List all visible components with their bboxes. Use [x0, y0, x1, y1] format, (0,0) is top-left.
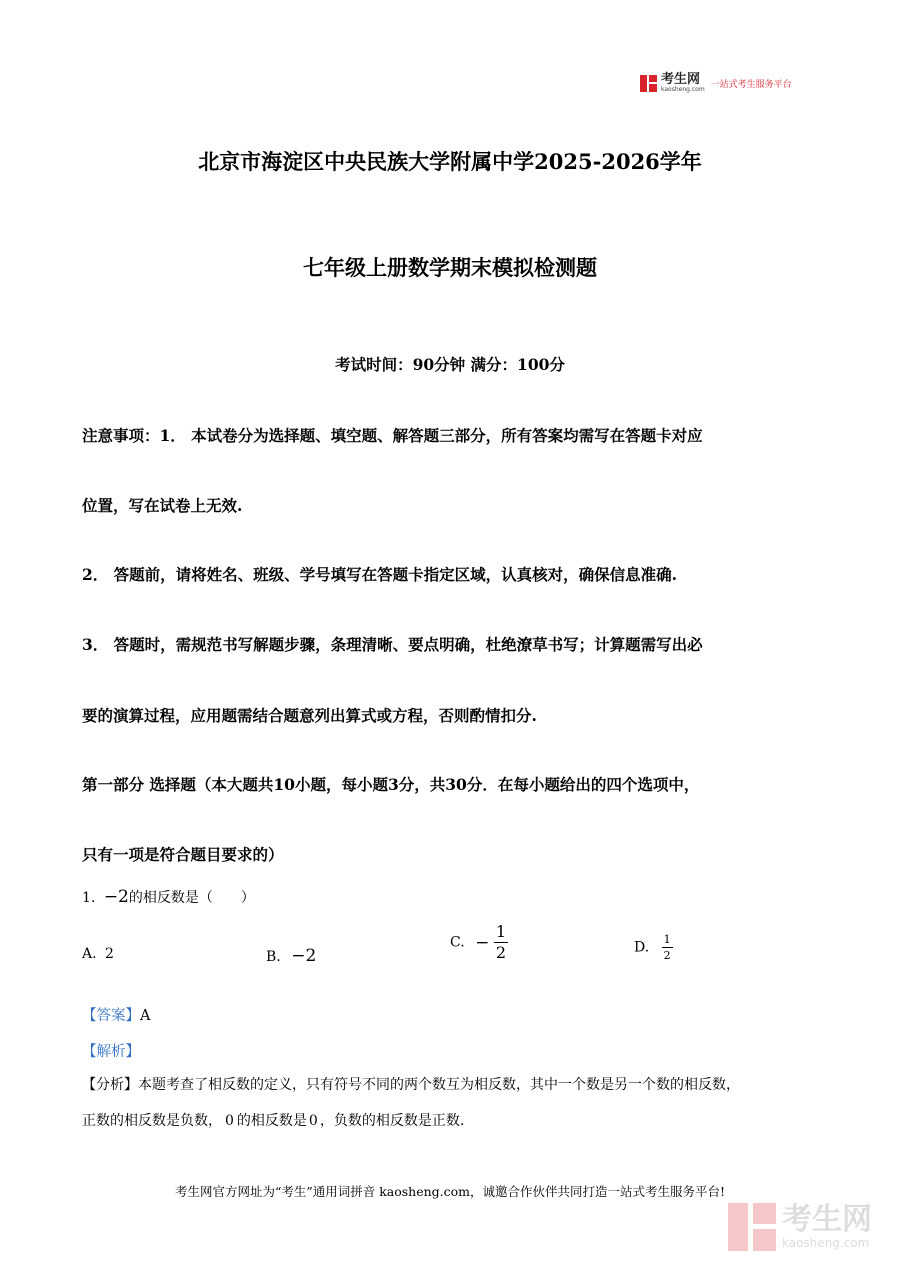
watermark-logo [728, 1203, 872, 1251]
notice-line-2: 位置，写在试卷上无效. [82, 496, 243, 515]
watermark-name: 考生网 [782, 1202, 872, 1237]
section-heading-line1: 第一部分 选择题（本大题共10小题，每小题3分，共30分．在每小题给出的四个选项中， [82, 775, 700, 794]
analysis-tag: 【解析】 [82, 1044, 140, 1060]
option-b-label: B. [266, 949, 281, 965]
option-d-numerator: 1 [663, 933, 671, 946]
option-b[interactable] [266, 946, 316, 966]
option-c-label: C. [450, 934, 465, 951]
site-logo[interactable] [640, 72, 792, 94]
option-d-label: D. [634, 939, 650, 956]
option-d-fraction [662, 934, 673, 961]
analysis-zero-2: 0 [308, 1113, 318, 1129]
answer-row [82, 1004, 150, 1025]
answer-tag: 【答案】 [82, 1008, 140, 1024]
notice-line-1: 注意事项：1． 本试卷分为选择题、填空题、解答题三部分，所有答案均需写在答题卡对应 [82, 426, 703, 445]
option-c[interactable] [450, 924, 508, 961]
option-b-value: −2 [291, 946, 317, 966]
option-c-denominator: 2 [495, 943, 507, 962]
question-1 [82, 887, 255, 907]
question-expression: −2 [103, 887, 129, 907]
section-heading-line2: 只有一项是符合题目要求的） [82, 845, 284, 864]
notice-line-3: 2． 答题前，请将姓名、班级、学号填写在答题卡指定区域，认真核对，确保信息准确. [82, 565, 678, 584]
analysis-zero-1: 0 [225, 1113, 234, 1129]
logo-mark-icon [640, 75, 657, 92]
notice-line-5: 要的演算过程，应用题需结合题意列出算式或方程，否则酌情扣分. [82, 706, 537, 725]
option-a-label: A. [82, 946, 97, 962]
doc-title-line2: 七年级上册数学期末模拟检测题 [303, 255, 597, 280]
question-number: 1. [82, 890, 96, 906]
analysis-line-2-part-a: 正数的相反数是负数， [82, 1113, 222, 1129]
doc-title-line1: 北京市海淀区中央民族大学附属中学2025-2026学年 [198, 149, 702, 174]
option-c-numerator: 1 [495, 922, 507, 941]
option-d-denominator: 2 [663, 949, 671, 962]
logo-slogan: 一站式考生服务平台 [710, 79, 792, 90]
option-a[interactable] [82, 946, 114, 962]
option-d[interactable] [634, 934, 673, 961]
exam-info: 考试时间：90分钟 满分：100分 [335, 355, 565, 374]
option-c-sign: − [475, 932, 490, 953]
analysis-line-2 [82, 1110, 464, 1130]
page-footer: 考生网官方网址为“考生”通用词拼音 kaosheng.com，诚邀合作伙伴共同打造一站式考生服务平台! [174, 1184, 726, 1199]
analysis-line-2-part-b: 的相反数是 [236, 1113, 307, 1129]
logo-domain: kaosheng.com [661, 86, 705, 93]
question-text: 的相反数是（ ） [128, 890, 255, 906]
watermark-domain: kaosheng.com [782, 1236, 870, 1250]
analysis-line-2-part-c: ，负数的相反数是正数. [319, 1113, 465, 1129]
analysis-line-1: 【分析】本题考查了相反数的定义，只有符号不同的两个数互为相反数，其中一个数是另一个数的相反数， [82, 1077, 740, 1093]
option-c-fraction [494, 924, 508, 961]
option-a-value: 2 [105, 946, 114, 962]
answer-value: A [140, 1008, 151, 1024]
watermark-mark-icon [728, 1203, 776, 1251]
logo-name: 考生网 [661, 72, 701, 87]
notice-line-4: 3． 答题时，需规范书写解题步骤，条理清晰、要点明确，杜绝潦草书写；计算题需写出必 [82, 635, 703, 654]
